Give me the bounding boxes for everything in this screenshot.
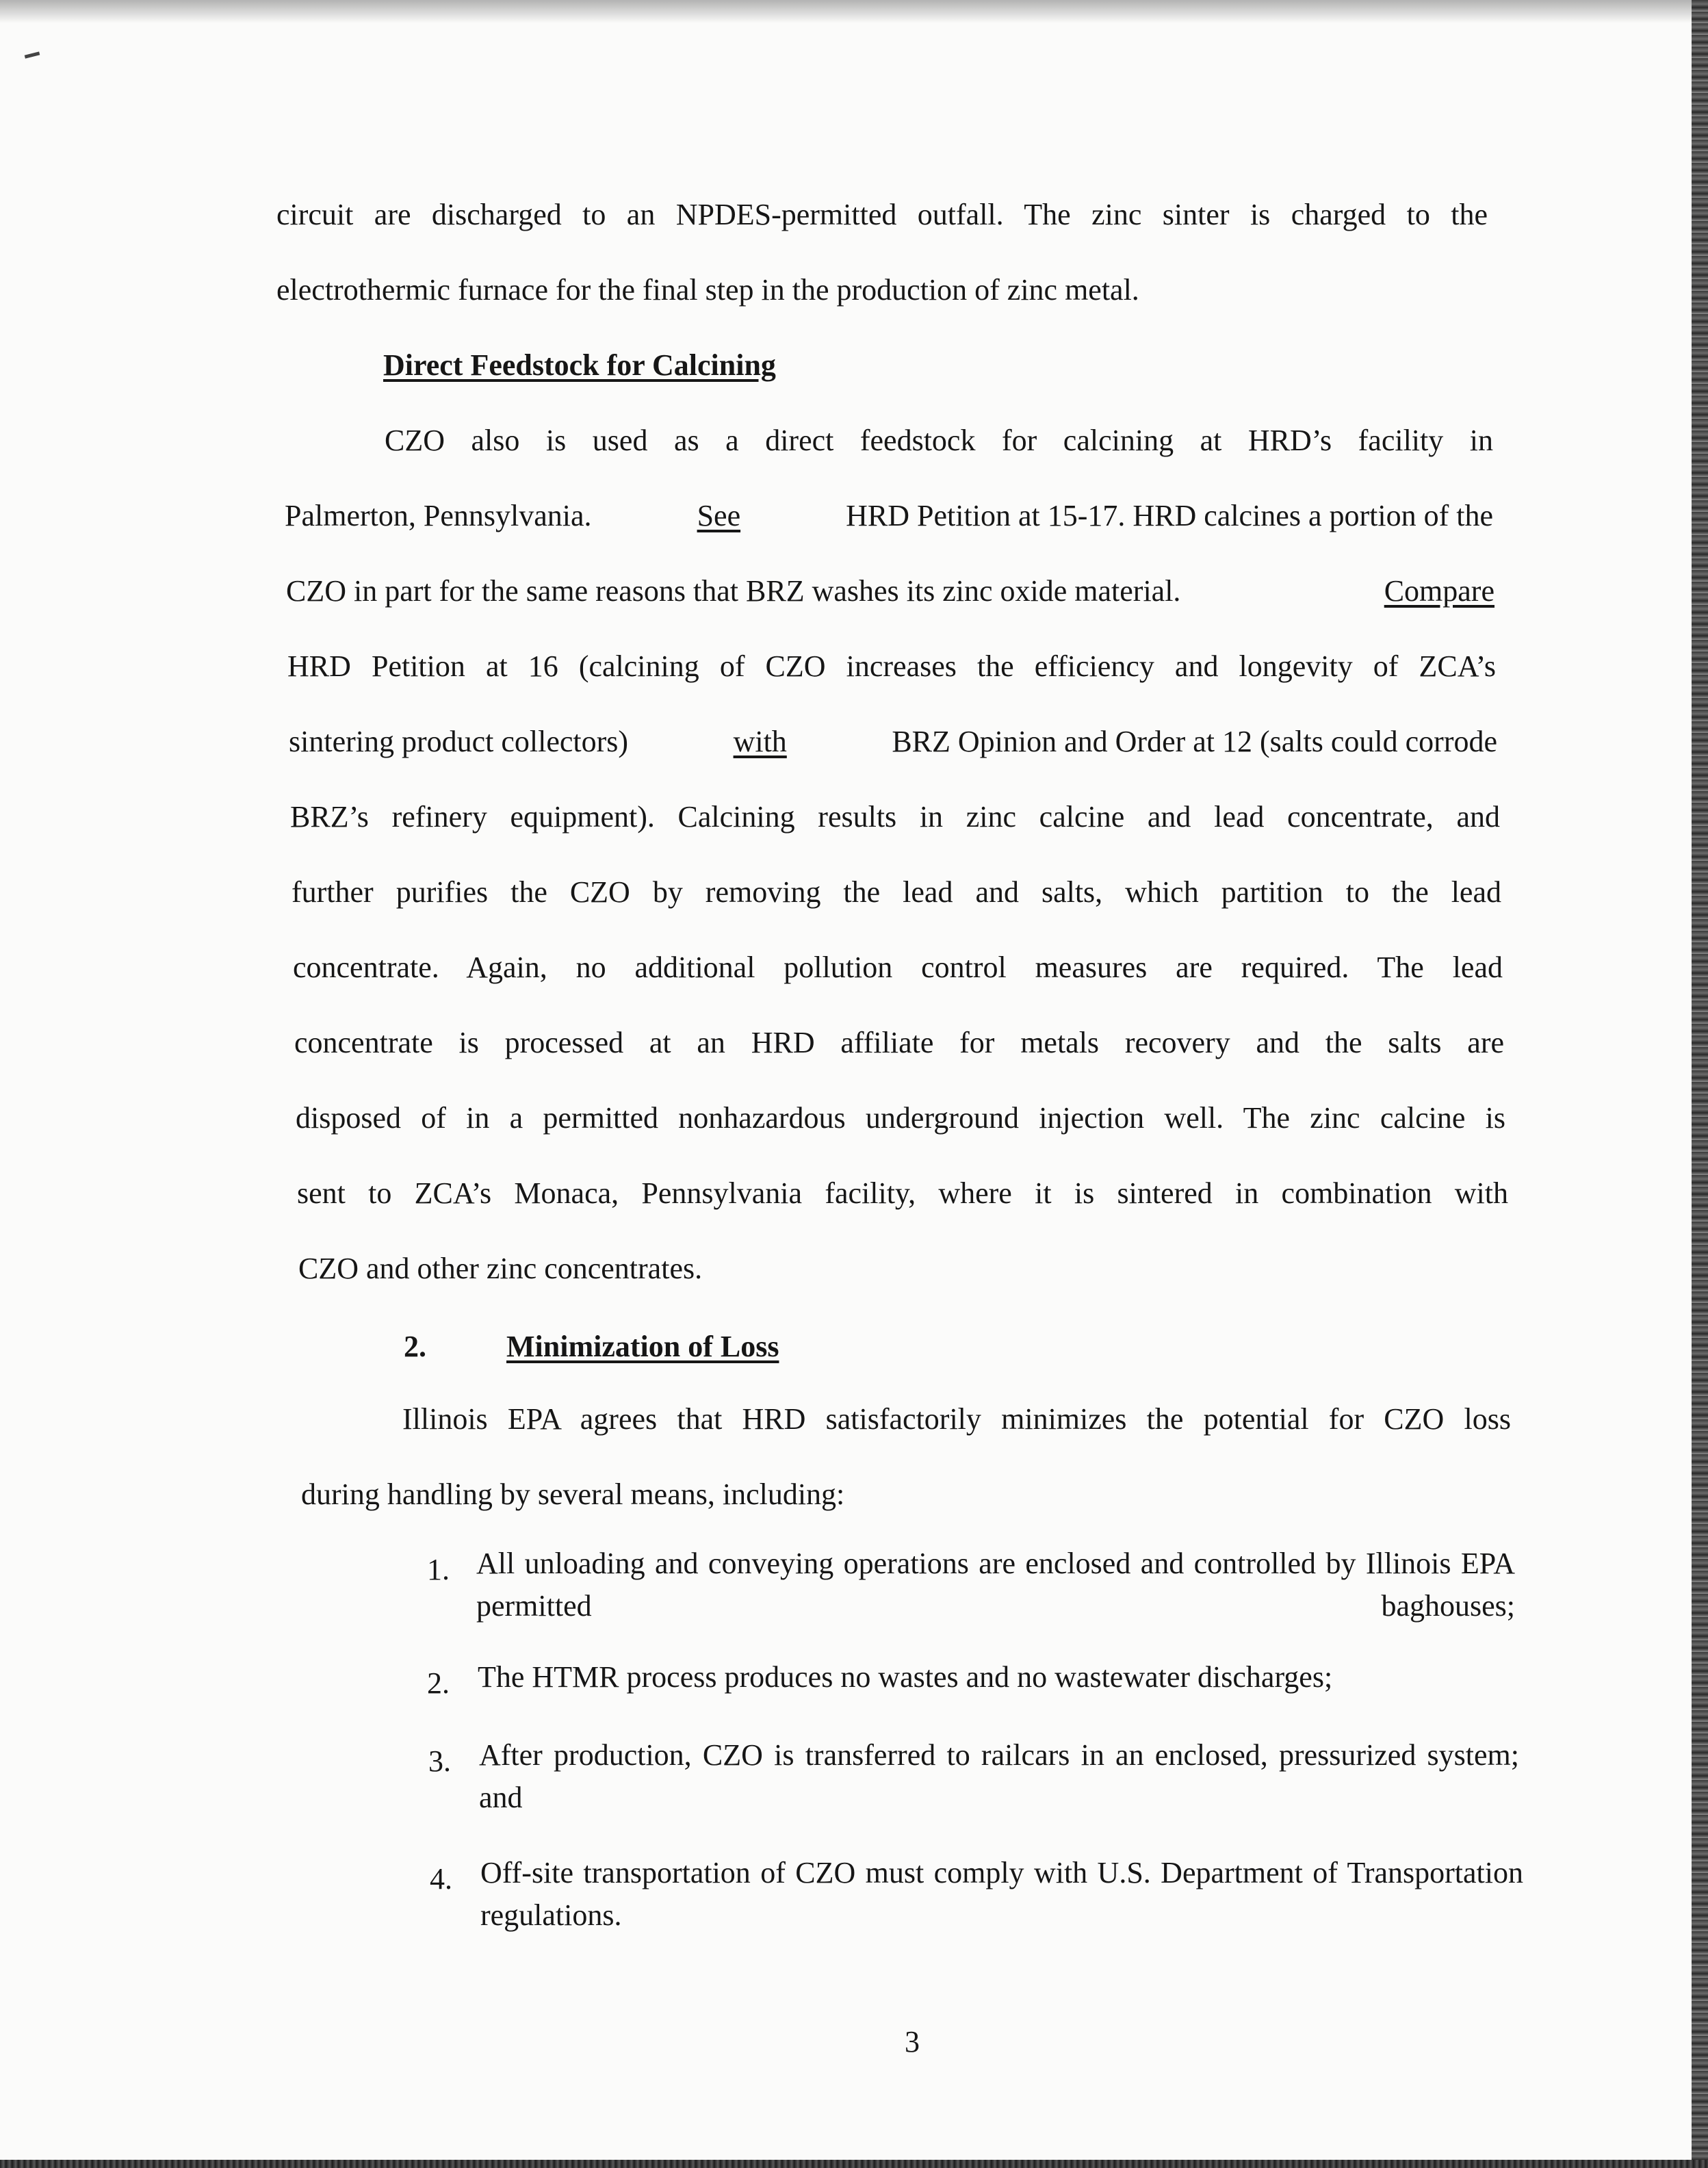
section-heading-minimization: Minimization of Loss xyxy=(506,1330,779,1363)
paragraph-line: during handling by several means, including: xyxy=(301,1477,845,1511)
paragraph-line: Illinois EPA agrees that HRD satisfactorily minimizes the potential for CZO loss xyxy=(402,1402,1511,1436)
paragraph-line: BRZ’s refinery equipment). Calcining results in zinc calcine and lead concentrate, and xyxy=(290,800,1500,834)
list-item-text: The HTMR process produces no wastes and no wastewater discharges; xyxy=(478,1660,1333,1694)
paragraph-line: further purifies the CZO by removing the lead and salts, which partition to the lead xyxy=(292,875,1501,909)
scan-edge-right xyxy=(1692,0,1708,2168)
paragraph-line xyxy=(289,727,1497,757)
list-item-number: 1. xyxy=(427,1553,450,1586)
paragraph-line xyxy=(286,576,1494,606)
text-run: HRD Petition at 15-17. HRD calcines a portion of the xyxy=(846,499,1493,532)
citation-signal-compare: Compare xyxy=(1384,574,1494,608)
section-number: 2. xyxy=(404,1330,426,1363)
scan-edge-top xyxy=(0,0,1708,23)
paragraph-line: sent to ZCA’s Monaca, Pennsylvania facility, where it is sintered in combination with xyxy=(297,1176,1508,1210)
scan-edge-bottom xyxy=(0,2160,1708,2168)
paragraph-line: concentrate. Again, no additional pollution control measures are required. The lead xyxy=(293,951,1503,984)
paragraph-line: electrothermic furnace for the final step in the production of zinc metal. xyxy=(276,273,1139,307)
paragraph-line: concentrate is processed at an HRD affiliate for metals recovery and the salts are xyxy=(294,1026,1504,1059)
page-number: 3 xyxy=(905,2025,920,2059)
list-item-text: After production, CZO is transferred to railcars in an enclosed, pressurized system; and xyxy=(479,1738,1519,1814)
paragraph-line: circuit are discharged to an NPDES-permitted outfall. The zinc sinter is charged to the xyxy=(276,198,1488,231)
scan-speck xyxy=(25,51,40,58)
list-item-text: All unloading and conveying operations are enclosed and controlled by Illinois EPA permitted baghouses; xyxy=(476,1547,1515,1623)
text-run: sintering product collectors) xyxy=(289,725,629,758)
text-run: Palmerton, Pennsylvania. xyxy=(285,499,592,532)
citation-signal-see: See xyxy=(697,499,741,532)
text-run: CZO in part for the same reasons that BRZ washes its zinc oxide material. xyxy=(286,574,1181,608)
paragraph-line: HRD Petition at 16 (calcining of CZO increases the efficiency and longevity of ZCA’s xyxy=(287,649,1496,683)
list-item-number: 4. xyxy=(430,1862,452,1896)
paragraph-line: CZO and other zinc concentrates. xyxy=(298,1252,703,1285)
paragraph-line xyxy=(285,501,1493,531)
section-heading-calcining: Direct Feedstock for Calcining xyxy=(383,348,776,382)
list-item-number: 3. xyxy=(428,1744,451,1778)
paragraph-line: disposed of in a permitted nonhazardous underground injection well. The zinc calcine is xyxy=(296,1101,1505,1135)
list-item-text: Off-site transportation of CZO must comply with U.S. Department of Transportation regulations. xyxy=(480,1856,1523,1932)
paragraph-line: CZO also is used as a direct feedstock for calcining at HRD’s facility in xyxy=(385,424,1493,457)
text-run: BRZ Opinion and Order at 12 (salts could corrode xyxy=(892,725,1497,758)
list-item-number: 2. xyxy=(427,1666,450,1700)
citation-signal-with: with xyxy=(733,725,787,758)
